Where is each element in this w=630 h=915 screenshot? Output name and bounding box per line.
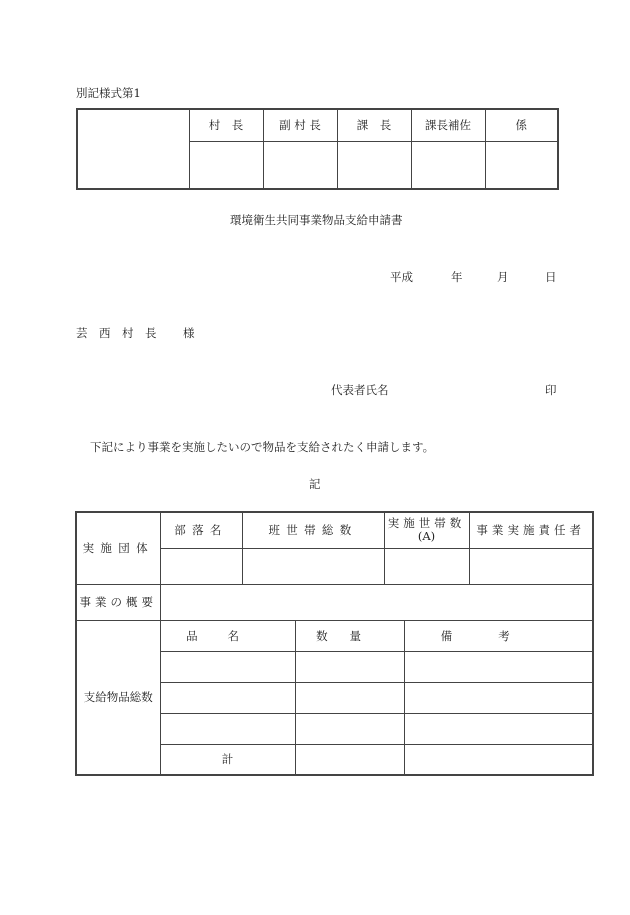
approval-header-section-chief: 課 長 [337,109,411,141]
form-label: 別記様式第1 [76,86,141,100]
approval-header-deputy-head: 副 村 長 [263,109,337,141]
approval-stamp-cell[interactable] [337,141,411,189]
approval-header-village-head: 村 長 [189,109,263,141]
item-name-cell[interactable] [160,682,295,713]
supply-header-item-name [160,620,295,651]
representative-label: 代表者氏名 [331,383,389,397]
total-households-cell[interactable] [242,548,384,584]
overview-cell[interactable] [160,584,593,620]
group-label: 実施団体 [76,512,160,584]
ki-heading: 記 [309,477,321,491]
approval-header-staff: 係 [485,109,558,141]
application-detail-table [75,511,594,776]
supply-label: 支給物品総数 [76,620,160,775]
remarks-cell[interactable] [404,713,593,744]
remarks-cell[interactable] [404,651,593,682]
supply-header-remarks [404,620,593,651]
header-participating-households-label: 実施世帯数 [387,516,466,531]
item-name-cell[interactable] [160,713,295,744]
document-title: 環境衛生共同事業物品支給申請書 [230,213,403,227]
header-hamlet-name: 部落名 [160,512,242,548]
approval-stamp-cell[interactable] [263,141,337,189]
total-remarks-cell[interactable] [404,744,593,775]
approval-stamp-table [76,108,559,190]
total-label: 計 [160,744,295,775]
date-day: 日 [545,270,557,284]
date-month: 月 [497,270,509,284]
supply-header-quantity [295,620,404,651]
participating-households-cell[interactable] [384,548,469,584]
approval-blank-cell [77,109,189,189]
supply-header-item-name-text: 品名 [186,628,269,643]
header-households-note: (A) [417,529,436,544]
overview-label: 事業の概要 [76,584,160,620]
header-project-manager: 事業実施責任者 [469,512,593,548]
approval-stamp-cell[interactable] [485,141,558,189]
addressee-honorific: 様 [183,326,195,340]
approval-header-assistant-chief: 課長補佐 [411,109,485,141]
header-total-households: 班世帯総数 [242,512,384,548]
addressee-name: 芸 西 村 長 [76,326,157,340]
approval-stamp-cell[interactable] [411,141,485,189]
item-name-cell[interactable] [160,651,295,682]
quantity-cell[interactable] [295,651,404,682]
project-manager-cell[interactable] [469,548,593,584]
supply-header-quantity-text: 数量 [316,628,383,643]
total-quantity-cell[interactable] [295,744,404,775]
remarks-cell[interactable] [404,682,593,713]
supply-header-remarks-text: 備考 [440,628,556,643]
approval-stamp-cell[interactable] [189,141,263,189]
date-year: 年 [451,270,463,284]
date-era: 平成 [390,270,413,284]
quantity-cell[interactable] [295,713,404,744]
seal-mark: 印 [545,383,557,397]
quantity-cell[interactable] [295,682,404,713]
application-statement: 下記により事業を実施したいので物品を支給されたく申請します。 [90,440,435,454]
hamlet-name-cell[interactable] [160,548,242,584]
header-participating-households [384,512,469,548]
